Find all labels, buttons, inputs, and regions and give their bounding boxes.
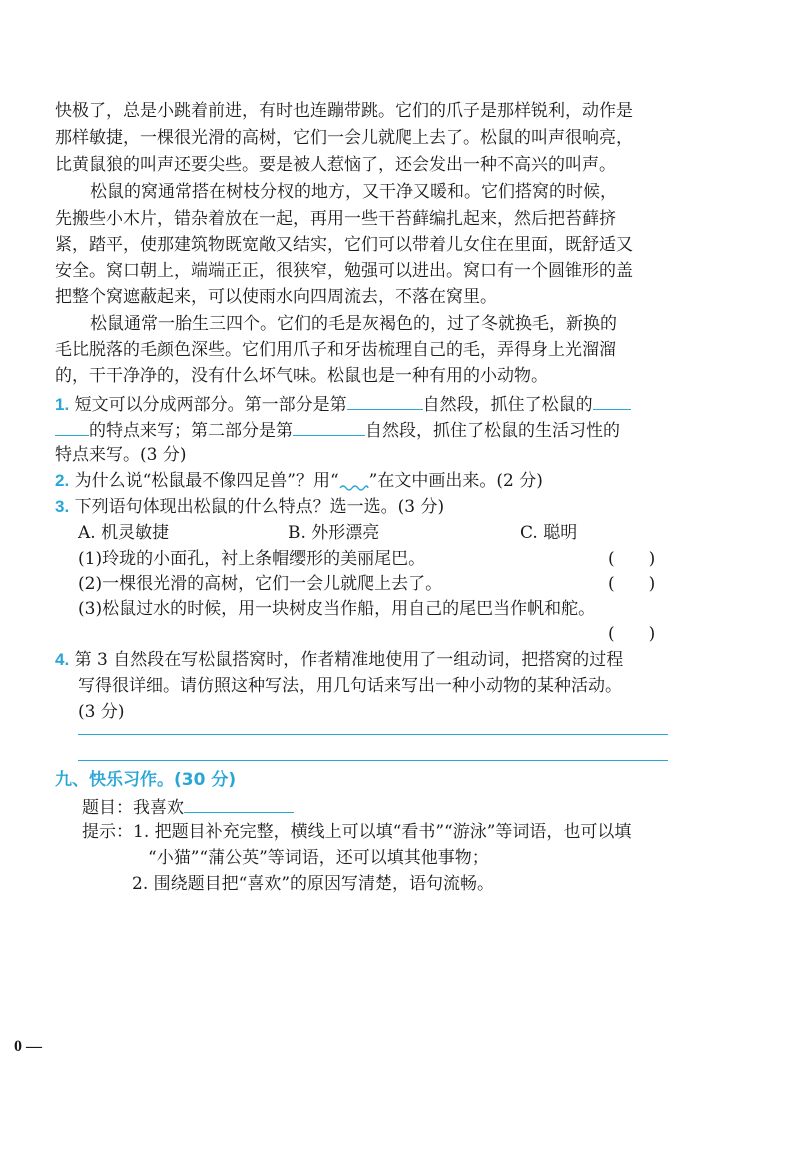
choice-item: (3)松鼠过水的时候，用一块树皮当作船，用自己的尾巴当作帆和舵。	[78, 599, 596, 619]
question-text: 第 3 自然段在写松鼠搭窝时，作者精准地使用了一组动词，把搭窝的过程	[74, 650, 624, 670]
question-text: ”在文中画出来。(2 分)	[368, 471, 543, 491]
answer-parentheses[interactable]: ( )	[608, 624, 656, 644]
hint-text: 1. 把题目补充完整，横线上可以填“看书”“游泳”等词语，也可以填	[133, 822, 632, 842]
hint-2: 2. 围绕题目把“喜欢”的原因写清楚，语句流畅。	[132, 874, 495, 894]
passage-line: 松鼠的窝通常搭在树枝分杈的地方，又干净又暖和。它们搭窝的时候，	[90, 182, 617, 202]
answer-parentheses[interactable]: ( )	[608, 574, 656, 594]
passage-line: 松鼠通常一胎生三四个。它们的毛是灰褐色的，过了冬就换毛，新换的	[90, 314, 617, 334]
question-number: 3.	[55, 497, 70, 516]
question-1	[55, 391, 631, 417]
question-text: 特点来写。(3 分)	[55, 445, 187, 465]
passage-line: 那样敏捷，一棵很光滑的高树，它们一会儿就爬上去了。松鼠的叫声很响亮，	[55, 128, 633, 148]
answer-blank[interactable]	[293, 417, 365, 436]
answer-writing-line[interactable]	[78, 760, 668, 761]
question-1-cont	[55, 417, 620, 443]
composition-title	[82, 794, 294, 820]
passage-line: 比黄鼠狼的叫声还要尖些。要是被人惹恼了，还会发出一种不高兴的叫声。	[55, 155, 616, 175]
answer-blank[interactable]	[347, 391, 423, 410]
passage-line: 快极了，总是小跳着前进，有时也连蹦带跳。它们的爪子是那样锐利，动作是	[55, 101, 633, 121]
option-b: B. 外形漂亮	[288, 523, 380, 543]
page-number: 0 —	[14, 1038, 42, 1055]
question-text: 自然段，抓住了松鼠的生活习性的	[365, 421, 620, 441]
question-number: 2.	[55, 471, 70, 490]
passage-line: 紧，踏平，使那建筑物既宽敞又结实，它们可以带着儿女住在里面，既舒适又	[55, 235, 633, 255]
answer-blank[interactable]	[593, 391, 631, 410]
question-4	[55, 648, 623, 672]
hint-label: 提示：	[82, 822, 133, 842]
answer-parentheses[interactable]: ( )	[608, 549, 656, 569]
question-number: 4.	[55, 650, 70, 669]
hint-text: “小猫”“蒲公英”等词语，还可以填其他事物；	[148, 848, 489, 868]
question-text: 写得很详细。请仿照这种写法，用几句话来写出一种小动物的某种活动。	[78, 676, 622, 696]
passage-line: 把整个窝遮蔽起来，可以使雨水向四周流去，不落在窝里。	[55, 287, 497, 307]
question-text: (3 分)	[78, 702, 125, 722]
choice-item: (1)玲珑的小面孔，衬上条帽缨形的美丽尾巴。	[78, 549, 426, 569]
question-number: 1.	[55, 395, 70, 414]
question-2	[55, 469, 543, 493]
hint-1	[82, 820, 631, 844]
question-text: 为什么说“松鼠最不像四足兽”？用“	[74, 471, 339, 491]
title-blank[interactable]	[184, 794, 294, 813]
question-text: 下列语句体现出松鼠的什么特点？选一选。(3 分)	[74, 497, 445, 517]
section-heading: 九、快乐习作。(30 分)	[55, 770, 237, 790]
question-text: 自然段，抓住了松鼠的	[422, 395, 593, 415]
passage-line: 的，干干净净的，没有什么坏气味。松鼠也是一种有用的小动物。	[55, 366, 548, 386]
question-text: 短文可以分成两部分。第一部分是第	[74, 395, 347, 415]
option-c: C. 聪明	[520, 523, 578, 543]
option-a: A. 机灵敏捷	[78, 523, 170, 543]
answer-blank[interactable]	[55, 417, 89, 436]
question-3	[55, 495, 444, 519]
question-text: 的特点来写；第二部分是第	[89, 421, 293, 441]
choice-item: (2)一棵很光滑的高树，它们一会儿就爬上去了。	[78, 574, 443, 594]
title-label: 题目：我喜欢	[82, 798, 184, 818]
passage-line: 安全。窝口朝上，端端正正，很狭窄，勉强可以进出。窝口有一个圆锥形的盖	[55, 261, 633, 281]
passage-line: 毛比脱落的毛颜色深些。它们用爪子和牙齿梳理自己的毛，弄得身上光溜溜	[55, 340, 616, 360]
passage-line: 先搬些小木片，错杂着放在一起，再用一些干苔藓编扎起来，然后把苔藓挤	[55, 209, 616, 229]
answer-writing-line[interactable]	[78, 734, 668, 735]
wavy-line-icon	[339, 478, 369, 492]
